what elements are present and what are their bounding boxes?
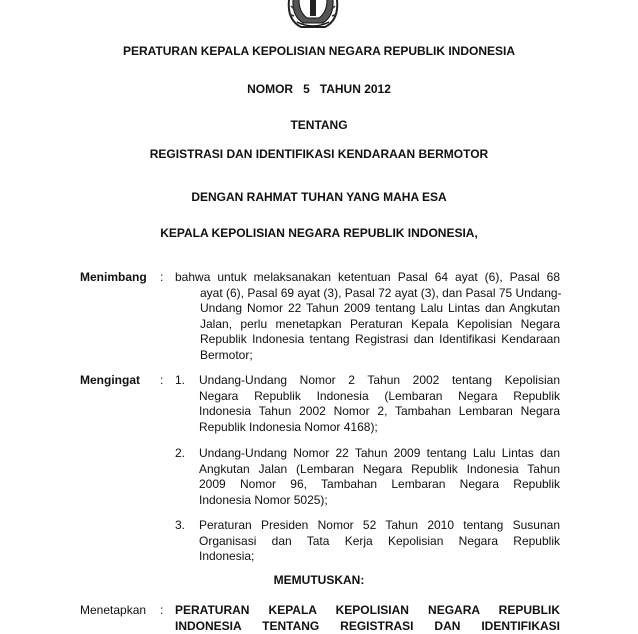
menimbang-line: Undang Nomor 22 Tahun 2009 tentang Lalu Lintas dan Angkutan — [200, 301, 560, 317]
mengingat-item-number: 1. — [175, 373, 185, 387]
menimbang-colon: : — [160, 270, 163, 284]
grace-statement: DENGAN RAHMAT TUHAN YANG MAHA ESA — [0, 190, 638, 204]
menimbang-text — [175, 270, 560, 363]
menetapkan-label: Menetapkan — [80, 603, 146, 617]
about-heading: TENTANG — [0, 118, 638, 132]
mengingat-item-number: 3. — [175, 518, 185, 532]
menimbang-line: ayat (6), Pasal 69 ayat (3), Pasal 72 ayat (3), dan Pasal 75 Undang- — [200, 286, 560, 302]
mengingat-line: Peraturan Presiden Nomor 52 Tahun 2010 tentang Susunan — [199, 518, 560, 534]
mengingat-item-text — [199, 518, 560, 565]
mengingat-line: Republik Indonesia Nomor 4168); — [199, 420, 560, 436]
menetapkan-colon: : — [160, 603, 163, 617]
mengingat-line: Indonesia; — [199, 549, 560, 565]
mengingat-line: Indonesia Tahun 2002 Nomor 2, Tambahan Lembaran Negara — [199, 404, 560, 420]
mengingat-line: Organisasi dan Tata Kerja Kepolisian Negara Republik — [199, 534, 560, 550]
mengingat-colon: : — [160, 373, 163, 387]
menetapkan-text — [175, 603, 560, 634]
regulation-subject: REGISTRASI DAN IDENTIFIKASI KENDARAAN BERMOTOR — [0, 147, 638, 161]
mengingat-item-text — [199, 373, 560, 435]
menetapkan-line: PERATURAN KEPALA KEPOLISIAN NEGARA REPUBLIK — [175, 603, 560, 619]
regulation-number: NOMOR 5 TAHUN 2012 — [0, 82, 638, 96]
menimbang-line: Jalan, perlu menetapkan Peraturan Kepala Kepolisian Negara — [200, 317, 560, 333]
mengingat-item-text — [199, 446, 560, 508]
mengingat-line: Angkutan Jalan (Lembaran Negara Republik Indonesia Tahun — [199, 462, 560, 478]
mengingat-line: Undang-Undang Nomor 2 Tahun 2002 tentang Kepolisian — [199, 373, 560, 389]
authority-statement: KEPALA KEPOLISIAN NEGARA REPUBLIK INDONESIA, — [0, 226, 638, 240]
memutuskan-heading: MEMUTUSKAN: — [0, 573, 638, 587]
mengingat-label: Mengingat — [80, 373, 140, 387]
regulation-title: PERATURAN KEPALA KEPOLISIAN NEGARA REPUBLIK INDONESIA — [0, 44, 638, 58]
menimbang-line: Bermotor; — [200, 348, 560, 364]
mengingat-line: Undang-Undang Nomor 22 Tahun 2009 tentang Lalu Lintas dan — [199, 446, 560, 462]
menimbang-line: Republik Indonesia tentang Registrasi dan Identifikasi Kendaraan — [200, 332, 560, 348]
mengingat-item-number: 2. — [175, 446, 185, 460]
police-emblem-icon — [283, 0, 343, 30]
mengingat-line: 2009 Nomor 96, Tambahan Lembaran Negara Republik — [199, 477, 560, 493]
mengingat-line: Negara Republik Indonesia (Lembaran Negara Republik — [199, 389, 560, 405]
mengingat-line: Indonesia Nomor 5025); — [199, 493, 560, 509]
menimbang-line: bahwa untuk melaksanakan ketentuan Pasal 64 ayat (6), Pasal 68 — [175, 270, 560, 286]
menetapkan-line: INDONESIA TENTANG REGISTRASI DAN IDENTIFIKASI — [175, 619, 560, 634]
menimbang-label: Menimbang — [80, 270, 147, 284]
